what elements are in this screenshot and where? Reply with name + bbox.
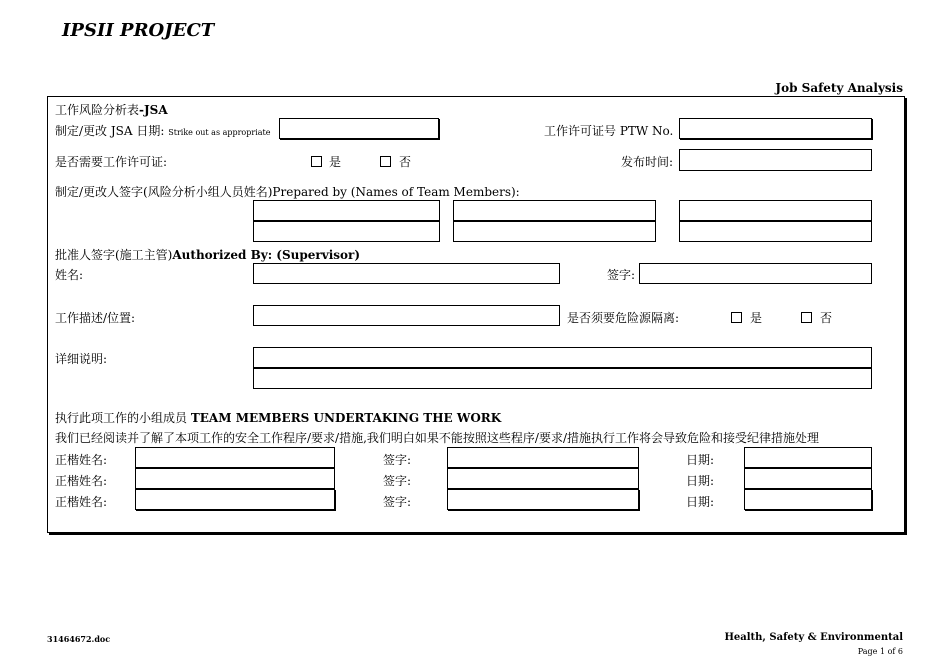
ptw-no-field[interactable]: [679, 118, 872, 139]
footer-department: Health, Safety & Environmental: [724, 632, 903, 643]
team-member-name-field-6[interactable]: [679, 221, 872, 242]
team-member-name-field-4[interactable]: [253, 221, 440, 242]
section-title-cn: 工作风险分析表: [55, 103, 140, 117]
member-sign-field[interactable]: [447, 468, 639, 489]
permit-no-checkbox[interactable]: [380, 156, 391, 167]
isolation-no-label: 否: [820, 311, 833, 325]
team-statement: 我们已经阅读并了解了本项工作的安全工作程序/要求/措施,我们明白如果不能按照这些程序/要求/措施执行工作将会导致危险和接受纪律措施处理: [55, 431, 819, 445]
authorized-by-label: [55, 248, 360, 262]
issue-time-field[interactable]: [679, 149, 872, 171]
member-name-field[interactable]: [135, 489, 335, 510]
permit-needed-label: 是否需要工作许可证:: [55, 155, 168, 169]
member-name-label: 正楷姓名:: [55, 474, 108, 488]
document-type: Job Safety Analysis: [775, 81, 903, 95]
details-field-line-1[interactable]: [253, 347, 872, 368]
team-member-name-field-2[interactable]: [453, 200, 656, 221]
member-sign-field[interactable]: [447, 489, 639, 510]
isolation-yes-label: 是: [750, 311, 763, 325]
jsa-date-label: [55, 124, 270, 140]
jsa-date-note: Strike out as appropriate: [168, 128, 271, 137]
jsa-date-label-text: 制定/更改 JSA 日期:: [55, 124, 165, 138]
member-name-field[interactable]: [135, 447, 335, 468]
jsa-date-field[interactable]: [279, 118, 439, 139]
team-members-title-cn: 执行此项工作的小组成员: [55, 411, 188, 425]
prepared-by-label: 制定/更改人签字(风险分析小组人员姓名)Prepared by (Names of Team Members):: [55, 185, 520, 199]
member-sign-label: 签字:: [383, 474, 412, 488]
team-members-title: [55, 411, 501, 425]
member-date-field[interactable]: [744, 468, 872, 489]
member-date-label: 日期:: [686, 453, 715, 467]
member-sign-field[interactable]: [447, 447, 639, 468]
isolation-required-label: 是否须要危险源隔离:: [567, 311, 680, 325]
section-title: [55, 103, 168, 117]
permit-yes-checkbox[interactable]: [311, 156, 322, 167]
details-field-line-2[interactable]: [253, 368, 872, 389]
member-date-field[interactable]: [744, 447, 872, 468]
authorized-by-cn: 批准人签字(施工主管): [55, 248, 173, 262]
supervisor-name-field[interactable]: [253, 263, 560, 284]
footer-filename: 31464672.doc: [47, 634, 111, 644]
member-name-field[interactable]: [135, 468, 335, 489]
member-date-label: 日期:: [686, 495, 715, 509]
supervisor-name-label: 姓名:: [55, 268, 84, 282]
footer-page-number: Page 1 of 6: [857, 647, 903, 656]
team-member-name-field-1[interactable]: [253, 200, 440, 221]
isolation-no-checkbox[interactable]: [801, 312, 812, 323]
supervisor-signature-label: 签字:: [607, 268, 636, 282]
authorized-by-en: Authorized By: (Supervisor): [172, 248, 361, 262]
project-title: IPSII PROJECT: [62, 20, 215, 41]
isolation-yes-checkbox[interactable]: [731, 312, 742, 323]
issue-time-label: 发布时间:: [621, 155, 674, 169]
member-name-label: 正楷姓名:: [55, 453, 108, 467]
member-date-field[interactable]: [744, 489, 872, 510]
supervisor-signature-field[interactable]: [639, 263, 872, 284]
member-name-label: 正楷姓名:: [55, 495, 108, 509]
permit-yes-label: 是: [329, 155, 342, 169]
section-title-en: -JSA: [139, 103, 168, 117]
member-date-label: 日期:: [686, 474, 715, 488]
member-sign-label: 签字:: [383, 453, 412, 467]
ptw-no-label: 工作许可证号 PTW No.: [544, 124, 674, 138]
permit-no-label: 否: [399, 155, 412, 169]
team-member-name-field-5[interactable]: [453, 221, 656, 242]
job-description-label: 工作描述/位置:: [55, 311, 136, 325]
team-member-name-field-3[interactable]: [679, 200, 872, 221]
details-label: 详细说明:: [55, 352, 108, 366]
team-members-title-en: TEAM MEMBERS UNDERTAKING THE WORK: [190, 411, 502, 425]
job-description-field[interactable]: [253, 305, 560, 326]
member-sign-label: 签字:: [383, 495, 412, 509]
